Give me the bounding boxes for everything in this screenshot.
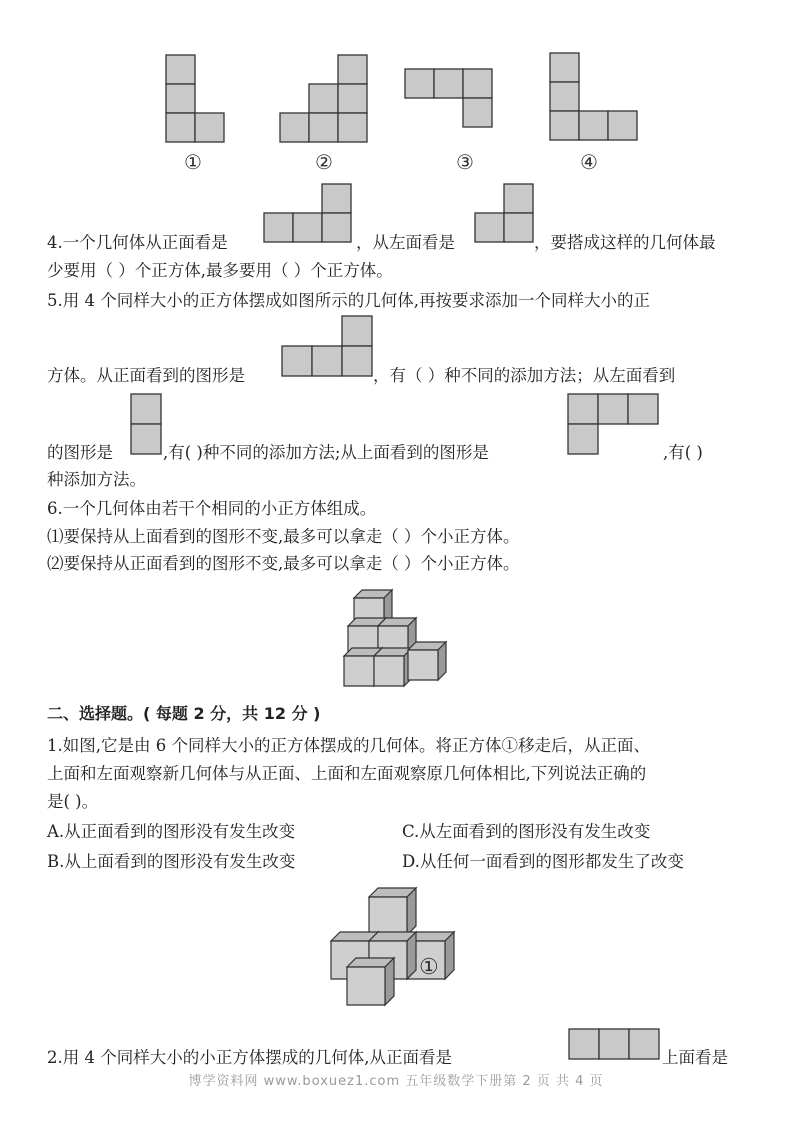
q4-left-view (470, 180, 540, 246)
s2-q1-line2: 上面和左面观察新几何体与从正面、上面和左面观察原几何体相比,下列说法正确的 (47, 764, 647, 783)
q6-text-3: ⑵要保持从正面看到的图形不变,最多可以拿走（ ）个小正方体。 (47, 554, 520, 573)
s2-q1-line3: 是( )。 (47, 792, 99, 811)
cube (374, 648, 412, 686)
option-a[interactable]: A.从正面看到的图形没有发生改变 (47, 822, 296, 841)
q5-top-view (565, 390, 665, 456)
figure-label-4: ④ (580, 150, 598, 174)
q4-text-4: 少要用（ ）个正方体,最多要用（ ）个正方体。 (47, 261, 393, 280)
cube (347, 958, 394, 1005)
cube-1-label: ① (419, 955, 439, 980)
q4-front-view (256, 180, 356, 246)
option-b[interactable]: B.从上面看到的图形没有发生改变 (47, 852, 296, 871)
q5-left-view (128, 390, 168, 456)
s2-q2-text-1: 2.用 4 个同样大小的小正方体摆成的几何体,从正面看是 (47, 1048, 452, 1067)
q6-text-2: ⑴要保持从上面看到的图形不变,最多可以拿走（ ）个小正方体。 (47, 527, 520, 546)
option-d[interactable]: D.从任何一面看到的图形都发生了改变 (402, 852, 684, 871)
page-footer: 博学资料网 www.boxuez1.com 五年级数学下册第 2 页 共 4 页 (188, 1074, 604, 1089)
q4-text-3: ，要搭成这样的几何体最 (534, 233, 716, 252)
q4-text-1: 4.一个几何体从正面看是 (47, 233, 228, 252)
q5-text-3: ，有（ ）种不同的添加方法；从左面看到 (373, 366, 676, 385)
cube (408, 642, 446, 680)
q6-cube-stack (340, 580, 460, 692)
figure-label-1: ① (184, 150, 202, 174)
q5-text-2: 方体。从正面看到的图形是 (47, 366, 245, 385)
q5-front-view (280, 312, 380, 378)
section2-heading: 二、选择题。( 每题 2 分，共 12 分 ) (47, 704, 321, 723)
s2-q2-text-2: 上面看是 (662, 1048, 728, 1067)
q6-text-1: 6.一个几何体由若干个相同的小正方体组成。 (47, 499, 377, 518)
s2-q2-front-view (565, 1026, 665, 1062)
q5-text-7: 种添加方法。 (47, 470, 146, 489)
s2-q1-line1: 1.如图,它是由 6 个同样大小的正方体摆成的几何体。将正方体①移走后，从正面、 (47, 736, 650, 755)
q5-text-5: ,有( )种不同的添加方法;从上面看到的图形是 (163, 443, 489, 462)
q5-text-1: 5.用 4 个同样大小的正方体摆成如图所示的几何体,再按要求添加一个同样大小的正 (47, 291, 650, 310)
figure-1 (0, 0, 792, 200)
option-c[interactable]: C.从左面看到的图形没有发生改变 (402, 822, 651, 841)
figure-label-3: ③ (456, 150, 474, 174)
q5-text-4: 的图形是 (47, 443, 113, 462)
figure-label-2: ② (315, 150, 333, 174)
s2-cube-figure (325, 885, 475, 1020)
q5-text-6: ,有( ) (663, 443, 703, 462)
cube (369, 888, 416, 935)
q4-text-2: ，从左面看是 (356, 233, 455, 252)
